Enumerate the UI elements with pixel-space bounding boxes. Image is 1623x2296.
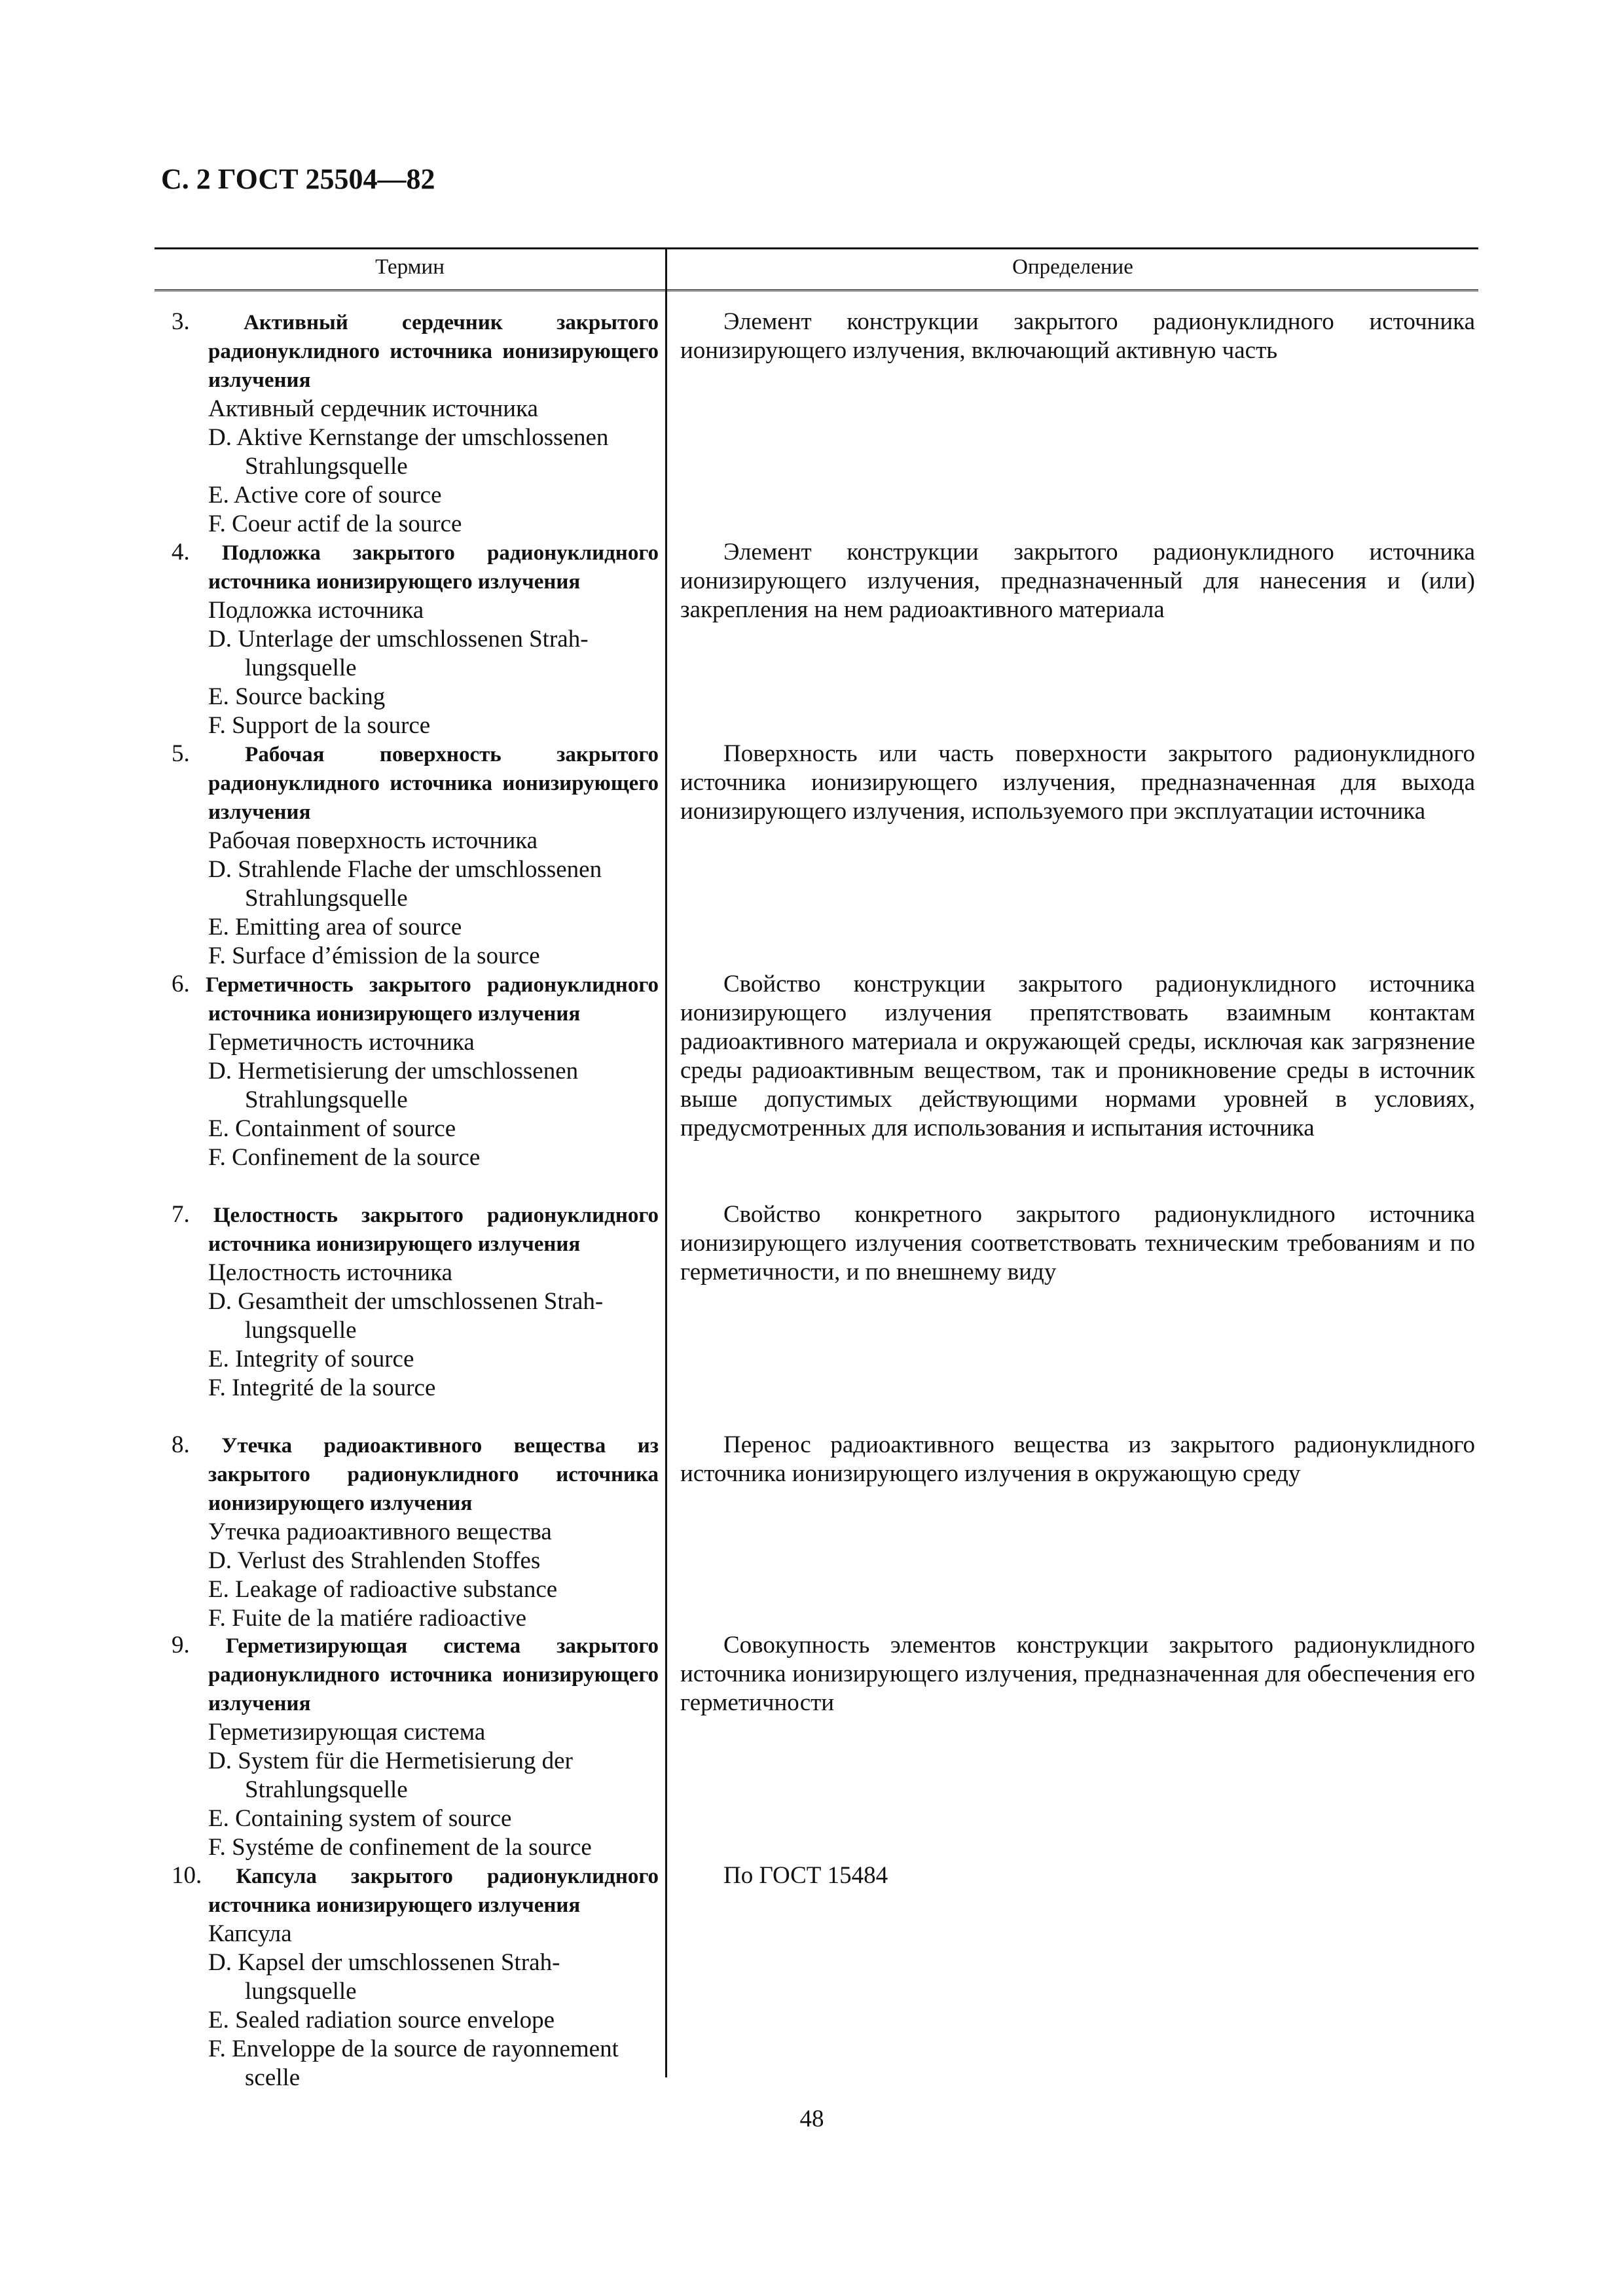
term-translation-de: D. Gesamtheit der umschlossenen Strah- <box>208 1288 604 1315</box>
term-number: 8. <box>172 1431 190 1458</box>
definition-text: Элемент конструкции закрытого радионуклидного источника ионизирующего излучения, предназначенный для нанесения и (или) закрепления на нем радиоактивного материала <box>680 539 1475 623</box>
definition-text: Свойство конструкции закрытого радионуклидного источника ионизирующего излучения препятствовать взаимным контактам радиоактивного материала и окружающей среды, исключая как загрязнение среды радиоактивным веществом, так и проникновение среды в источник выше допустимых действующими нормами уровней в условиях, предусмотренных для использования и испытания источника <box>680 971 1475 1141</box>
definition-8 <box>680 1431 1475 1488</box>
term-title <box>155 740 659 827</box>
term-number: 10. <box>172 1862 202 1889</box>
term-number: 4. <box>172 539 190 565</box>
terms-table <box>155 247 1478 2091</box>
definition-text: Совокупность элементов конструкции закрытого радионуклидного источника ионизирующего излучения, предназначенная для обеспечения его герметичности <box>680 1632 1475 1716</box>
term-short-form: Целостность источника <box>208 1259 453 1286</box>
term-entry-9 <box>155 1631 659 1862</box>
term-short-form: Капсула <box>208 1920 292 1947</box>
term-translation-fr: F. Coeur actif de la source <box>208 511 462 537</box>
term-short-form: Утечка радиоактивного вещества <box>208 1518 552 1545</box>
term-translation-de: D. Verlust des Strahlenden Stoffes <box>208 1547 541 1574</box>
definition-10 <box>680 1861 1475 1890</box>
term-number: 6. <box>172 971 190 997</box>
page-header: С. 2 ГОСТ 25504—82 <box>161 163 435 195</box>
term-short-form: Рабочая поверхность источника <box>208 827 538 854</box>
term-short-form: Подложка источника <box>208 597 424 624</box>
term-translation-de-cont: Strahlungsquelle <box>245 885 408 912</box>
term-translation-de-cont: Strahlungsquelle <box>245 1776 408 1803</box>
term-translation-fr: F. Support de la source <box>208 712 431 739</box>
term-title <box>155 538 659 596</box>
term-entry-6 <box>155 970 659 1172</box>
term-short-form: Герметичность источника <box>208 1029 475 1056</box>
term-translation-de-cont: lungsquelle <box>245 1317 357 1344</box>
term-translation-de: D. Unterlage der umschlossenen Strah- <box>208 626 589 653</box>
table-header-rule <box>155 289 1478 291</box>
column-divider <box>665 247 667 2077</box>
term-title <box>155 308 659 395</box>
term-translation-en: E. Source backing <box>208 683 386 710</box>
term-entry-7 <box>155 1200 659 1403</box>
term-translation-de-cont: Strahlungsquelle <box>245 1086 408 1113</box>
term-entry-3 <box>155 308 659 539</box>
definition-5 <box>680 740 1475 826</box>
term-translation-de: D. Hermetisierung der umschlossenen <box>208 1058 579 1085</box>
definition-text: Свойство конкретного закрытого радионуклидного источника ионизирующего излучения соответствовать техническим требованиям и по герметичности, и по внешнему виду <box>680 1201 1475 1285</box>
term-title-text: Утечка радиоактивного вещества из закрытого радионуклидного источника ионизирующего излучения <box>208 1434 659 1515</box>
column-header-term: Термин <box>375 255 445 279</box>
term-entry-5 <box>155 740 659 971</box>
term-translation-fr: F. Enveloppe de la source de rayonnement <box>208 2036 619 2062</box>
term-translation-fr-cont: scelle <box>245 2064 301 2091</box>
term-entry-4 <box>155 538 659 740</box>
term-number: 3. <box>172 308 190 335</box>
term-translation-en: E. Emitting area of source <box>208 914 462 941</box>
definition-6 <box>680 970 1475 1143</box>
term-translation-de-cont: Strahlungsquelle <box>245 453 408 480</box>
term-title-text: Герметичность закрытого радионуклидного источника ионизирующего излучения <box>205 973 659 1026</box>
term-translation-en: E. Leakage of radioactive substance <box>208 1576 558 1603</box>
definition-text: Поверхность или часть поверхности закрытого радионуклидного источника ионизирующего излучения, предназначенная для выхода ионизирующего излучения, используемого при эксплуатации источника <box>680 740 1475 825</box>
definition-3 <box>680 308 1475 365</box>
term-title-text: Целостность закрытого радионуклидного источника ионизирующего излучения <box>208 1204 659 1256</box>
term-title-text: Активный сердечник закрытого радионуклидного источника ионизирующего излучения <box>208 311 659 392</box>
term-translation-de: D. Strahlende Flache der umschlossenen <box>208 856 602 883</box>
term-number: 9. <box>172 1632 190 1659</box>
term-translation-fr: F. Surface d’émission de la source <box>208 942 540 969</box>
term-title <box>155 1631 659 1718</box>
term-translation-en: E. Sealed radiation source envelope <box>208 2007 555 2034</box>
term-translation-fr: F. Systéme de confinement de la source <box>208 1834 592 1861</box>
definition-9 <box>680 1631 1475 1717</box>
term-title-text: Герметизирующая система закрытого радионуклидного источника ионизирующего излучения <box>208 1634 659 1715</box>
term-translation-en: E. Containing system of source <box>208 1805 512 1832</box>
term-translation-fr: F. Fuite de la matiére radioactive <box>208 1605 527 1632</box>
term-title-text: Подложка закрытого радионуклидного источника ионизирующего излучения <box>208 541 659 594</box>
definition-text: По ГОСТ 15484 <box>723 1862 888 1889</box>
definition-4 <box>680 538 1475 624</box>
term-translation-fr: F. Confinement de la source <box>208 1144 481 1171</box>
page-number: 48 <box>799 2106 824 2132</box>
term-number: 7. <box>172 1201 190 1228</box>
term-title <box>155 1861 659 1920</box>
term-title <box>155 970 659 1028</box>
term-translation-de-cont: lungsquelle <box>245 1978 357 2005</box>
definition-7 <box>680 1200 1475 1287</box>
definition-text: Элемент конструкции закрытого радионуклидного источника ионизирующего излучения, включающий активную часть <box>680 308 1475 364</box>
term-translation-en: E. Active core of source <box>208 482 442 509</box>
table-top-rule <box>155 247 1478 249</box>
term-title-text: Капсула закрытого радионуклидного источника ионизирующего излучения <box>208 1865 659 1917</box>
term-translation-en: E. Containment of source <box>208 1115 456 1142</box>
term-title-text: Рабочая поверхность закрытого радионуклидного источника ионизирующего излучения <box>208 743 659 824</box>
term-translation-fr: F. Integrité de la source <box>208 1374 436 1401</box>
term-short-form: Активный сердечник источника <box>208 395 538 422</box>
term-entry-10 <box>155 1861 659 2092</box>
definition-text: Перенос радиоактивного вещества из закрытого радионуклидного источника ионизирующего излучения в окружающую среду <box>680 1431 1475 1487</box>
term-number: 5. <box>172 740 190 767</box>
term-entry-8 <box>155 1431 659 1633</box>
term-title <box>155 1431 659 1518</box>
term-translation-en: E. Integrity of source <box>208 1346 414 1372</box>
term-title <box>155 1200 659 1259</box>
term-translation-de: D. Kapsel der umschlossenen Strah- <box>208 1949 560 1976</box>
term-translation-de: D. Aktive Kernstange der umschlossenen <box>208 424 609 451</box>
term-translation-de-cont: lungsquelle <box>245 655 357 681</box>
term-short-form: Герметизирующая система <box>208 1719 486 1746</box>
term-translation-de: D. System für die Hermetisierung der <box>208 1748 573 1774</box>
column-header-definition: Определение <box>1012 255 1133 279</box>
